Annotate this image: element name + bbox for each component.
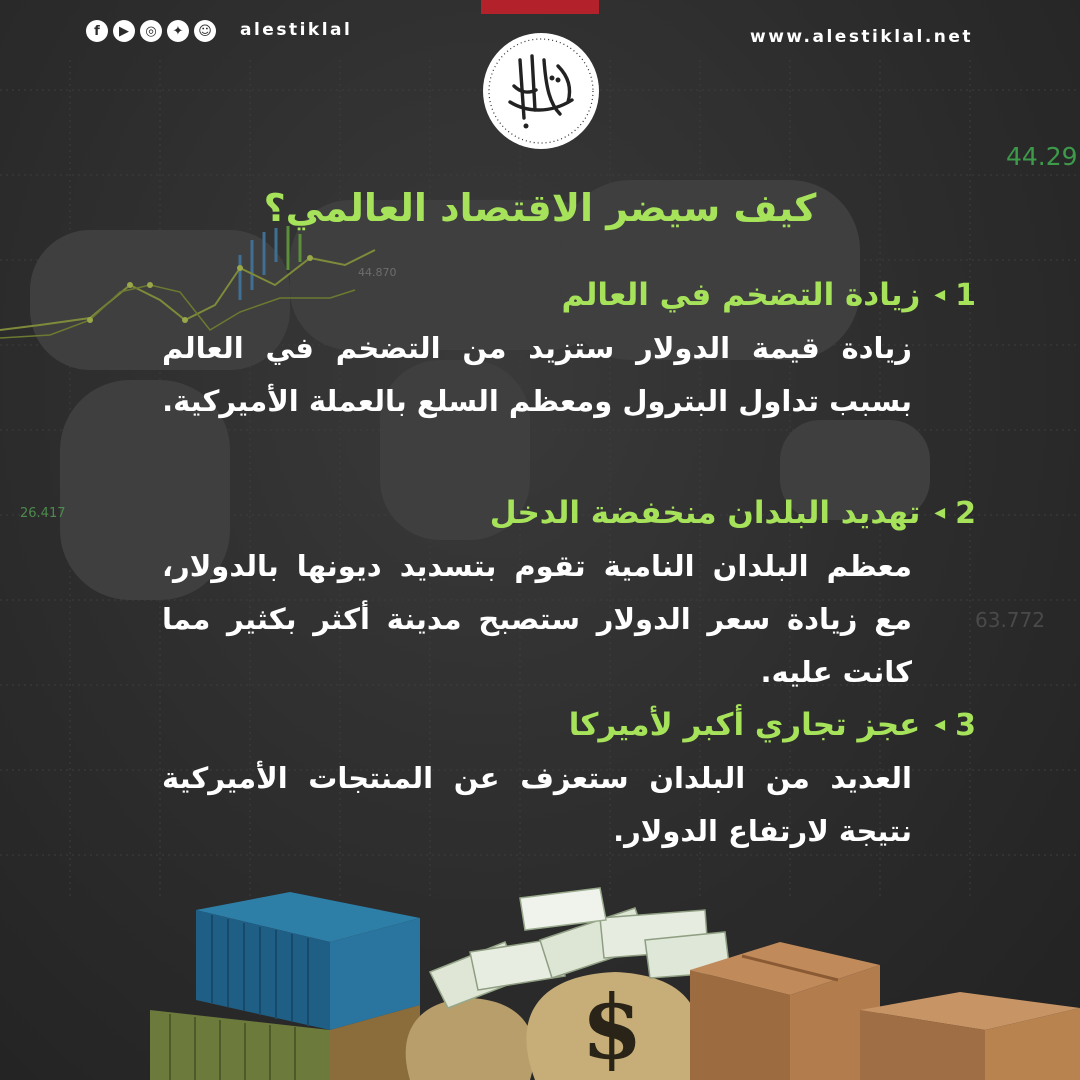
section-body: معظم البلدان النامية تقوم بتسديد ديونها بالدولار، مع زيادة سعر الدولار ستصبح مدينة أكثر بكثير مما كانت عليه. xyxy=(162,549,912,689)
section-heading xyxy=(150,274,976,316)
ticker-value-4: 63.772 xyxy=(975,608,1045,632)
social-handle: alestiklal xyxy=(240,20,353,40)
svg-text:$: $ xyxy=(581,975,643,1079)
section-body: زيادة قيمة الدولار ستزيد من التضخم في العالم بسبب تداول البترول ومعظم السلع بالعملة الأميركية. xyxy=(162,331,912,418)
top-accent-bar xyxy=(481,0,599,14)
triangle-icon: ◀ xyxy=(934,717,946,733)
instagram-icon[interactable]: ◎ xyxy=(140,20,162,42)
section-number: 1 xyxy=(955,277,976,313)
section-2 xyxy=(150,492,976,699)
ticker-value-2: 44.870 xyxy=(358,266,397,279)
twitter-icon[interactable]: ✦ xyxy=(167,20,189,42)
website-url[interactable]: www.alestiklal.net xyxy=(750,27,974,47)
social-icons xyxy=(86,20,216,42)
section-title: زيادة التضخم في العالم xyxy=(561,277,921,313)
calligraphy-logo xyxy=(480,30,602,152)
section-number: 3 xyxy=(955,707,976,743)
snapchat-icon[interactable]: ☺ xyxy=(194,20,216,42)
section-title: تهديد البلدان منخفضة الدخل xyxy=(489,495,921,531)
section-number: 2 xyxy=(955,495,976,531)
section-body: العديد من البلدان ستعزف عن المنتجات الأميركية نتيجة لارتفاع الدولار. xyxy=(162,761,912,848)
triangle-icon: ◀ xyxy=(934,287,946,303)
youtube-icon[interactable]: ▶ xyxy=(113,20,135,42)
triangle-icon: ◀ xyxy=(934,505,946,521)
facebook-icon[interactable]: f xyxy=(86,20,108,42)
section-heading xyxy=(150,492,976,534)
section-title: عجز تجاري أكبر لأميركا xyxy=(568,707,921,743)
section-heading xyxy=(150,704,976,746)
ticker-value-1: 44.29 xyxy=(1006,142,1078,171)
ticker-value-3: 26.417 xyxy=(20,506,66,521)
section-3 xyxy=(150,704,976,858)
trade-illustration xyxy=(0,880,1080,1080)
section-1 xyxy=(150,274,976,428)
page-title: كيف سيضر الاقتصاد العالمي؟ xyxy=(263,186,817,230)
